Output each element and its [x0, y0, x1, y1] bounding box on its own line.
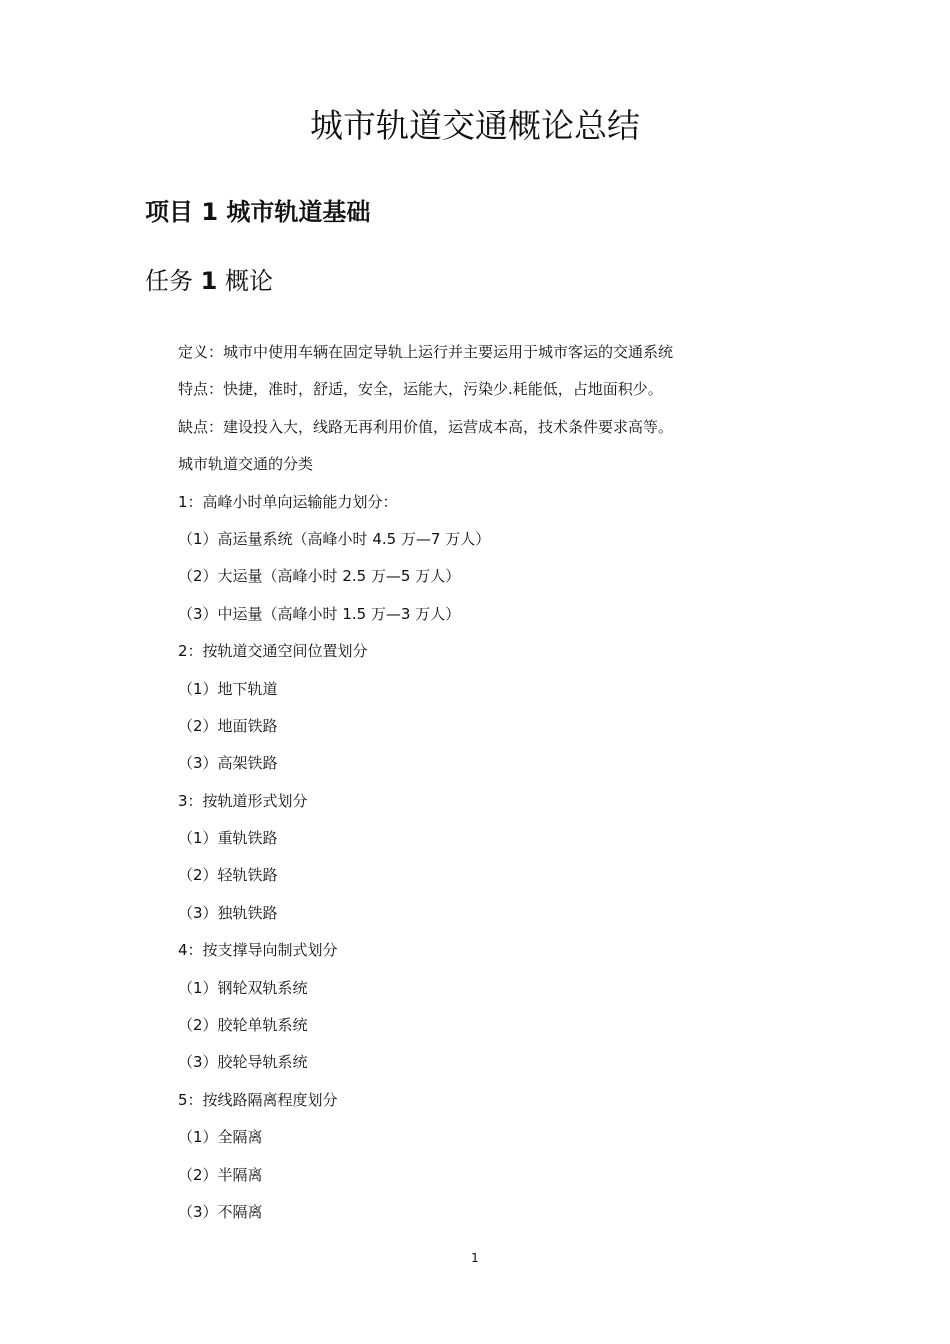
body-line: 特点：快捷，准时，舒适，安全，运能大，污染少.耗能低，占地面积少。: [178, 380, 663, 399]
body-line: 缺点：建设投入大，线路无再利用价值，运营成本高，技术条件要求高等。: [178, 417, 674, 436]
document-title: 城市轨道交通概论总结: [310, 106, 640, 145]
body-line: （1）重轨铁路: [178, 829, 278, 848]
body-line: （1）钢轮双轨系统: [178, 978, 308, 997]
task-heading: [145, 261, 273, 301]
body-line: 2：按轨道交通空间位置划分: [178, 642, 368, 661]
body-line: （3）独轨铁路: [178, 903, 278, 922]
body-line: （3）不隔离: [178, 1202, 263, 1221]
body-line: （3）胶轮导轨系统: [178, 1053, 308, 1072]
task-heading-prefix: 任务: [145, 267, 201, 295]
body-line: （1）地下轨道: [178, 679, 278, 698]
body-line: 5：按线路隔离程度划分: [178, 1090, 338, 1109]
body-line: （2）半隔离: [178, 1165, 263, 1184]
body-line: （2）胶轮单轨系统: [178, 1016, 308, 1035]
body-line: （2）轻轨铁路: [178, 866, 278, 885]
body-line: （3）高架铁路: [178, 754, 278, 773]
body-line: 城市轨道交通的分类: [178, 455, 314, 474]
body-text: [178, 334, 878, 1231]
body-line: 3：按轨道形式划分: [178, 791, 308, 810]
page-number: 1: [471, 1251, 479, 1265]
body-line: （2）地面铁路: [178, 716, 278, 735]
body-line: （2）大运量（高峰小时 2.5 万—5 万人）: [178, 567, 461, 586]
body-line: （3）中运量（高峰小时 1.5 万—3 万人）: [178, 604, 461, 623]
body-line: （1）高运量系统（高峰小时 4.5 万—7 万人）: [178, 529, 491, 548]
project-heading: 项目 1 城市轨道基础: [145, 198, 371, 226]
body-line: 1：高峰小时单向运输能力划分：: [178, 492, 398, 511]
body-line: （1）全隔离: [178, 1128, 263, 1147]
body-line: 定义：城市中使用车辆在固定导轨上运行并主要运用于城市客运的交通系统: [178, 343, 674, 361]
body-line: 4：按支撑导向制式划分: [178, 941, 338, 960]
task-heading-suffix: 概论: [217, 267, 273, 295]
task-heading-number: 1: [200, 267, 218, 295]
